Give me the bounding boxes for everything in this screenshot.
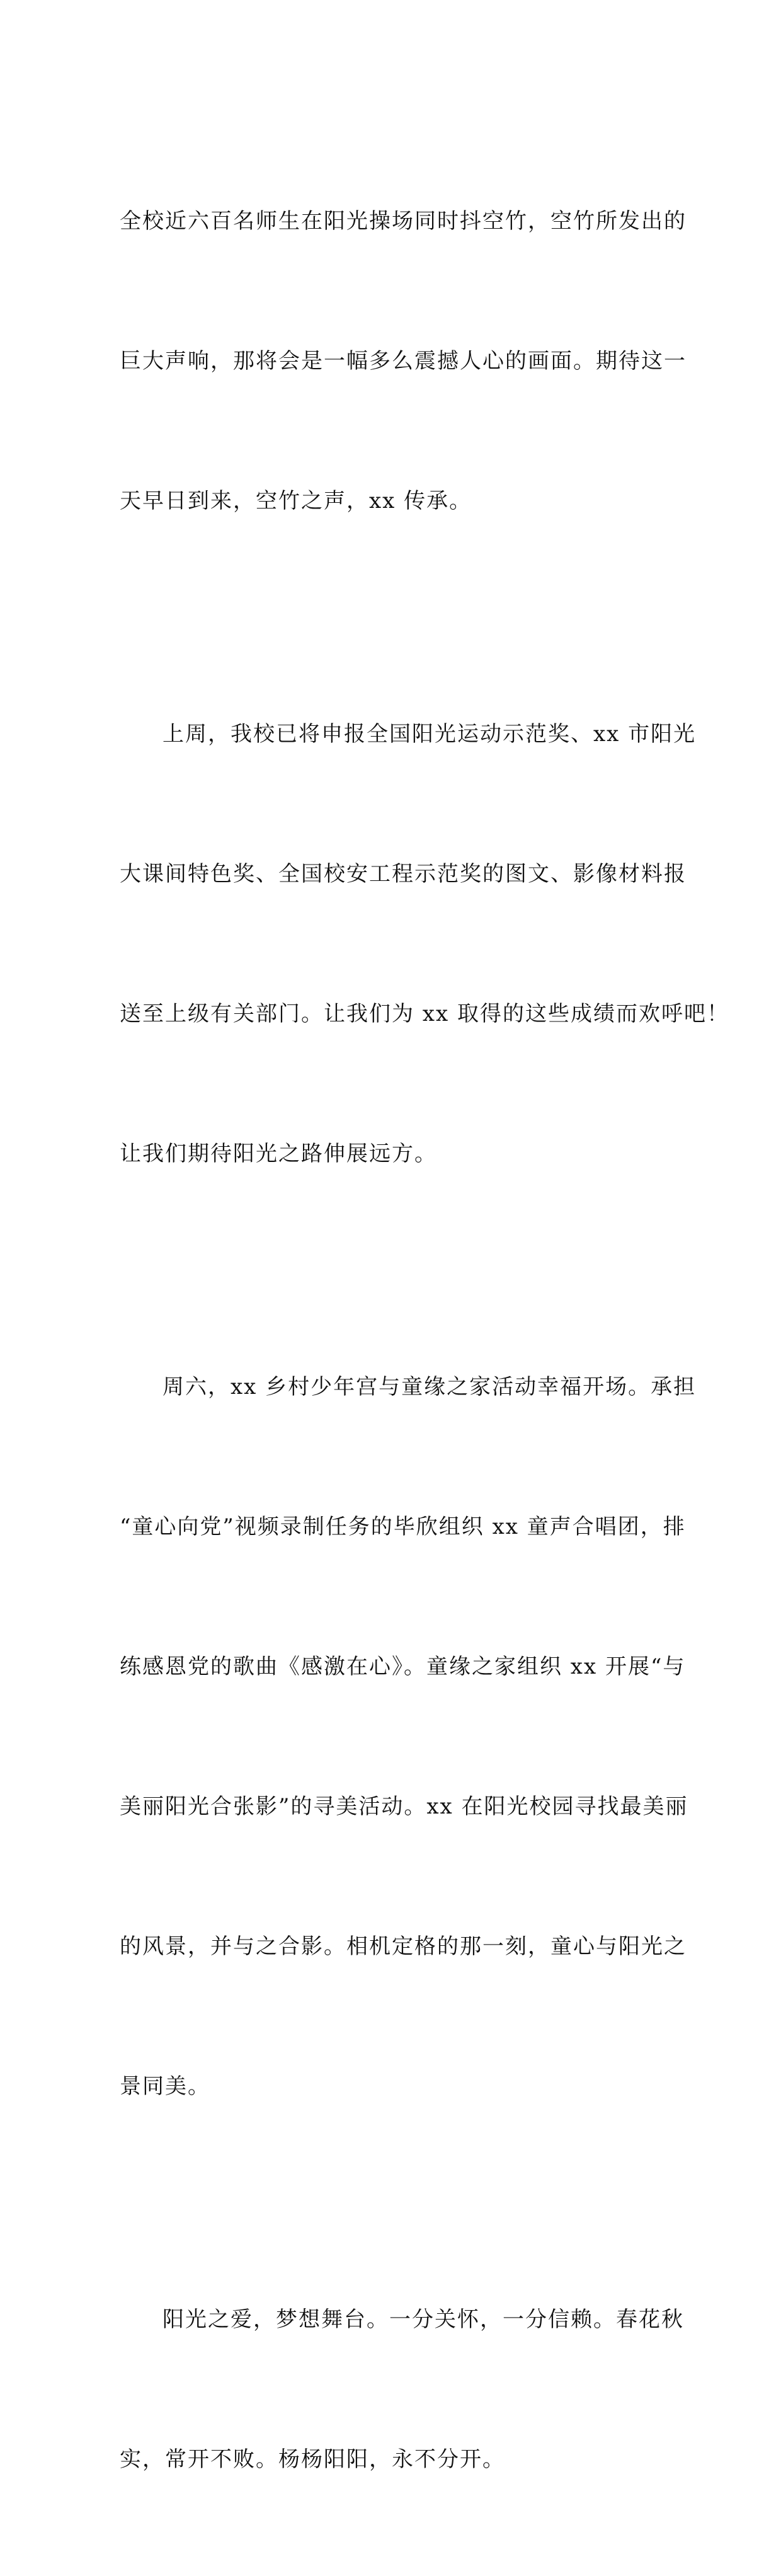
paragraph-line: 上周，我校已将申报全国阳光运动示范奖、xx 市阳光 xyxy=(162,722,697,747)
paragraph-line: “童心向党”视频录制任务的毕欣组织 xx 童声合唱团，排 xyxy=(120,1514,686,1539)
paragraph-line: 阳光之爱，梦想舞台。一分关怀，一分信赖。春花秋 xyxy=(162,2307,684,2332)
paragraph-line: 周六，xx 乡村少年宫与童缘之家活动幸福开场。承担 xyxy=(162,1374,697,1400)
paragraph-line: 巨大声响，那将会是一幅多么震撼人心的画面。期待这一 xyxy=(120,348,687,374)
paragraph-line: 美丽阳光合张影”的寻美活动。xx 在阳光校园寻找最美丽 xyxy=(120,1794,688,1819)
paragraph-line: 全校近六百名师生在阳光操场同时抖空竹，空竹所发出的 xyxy=(120,209,687,234)
paragraph-line: 大课间特色奖、全国校安工程示范奖的图文、影像材料报 xyxy=(120,861,687,887)
paragraph-line: 练感恩党的歌曲《感激在心》。童缘之家组织 xx 开展“与 xyxy=(120,1654,686,1679)
paragraph-line: 天早日到来，空竹之声，xx 传承。 xyxy=(120,488,472,514)
paragraph-line: 的风景，并与之合影。相机定格的那一刻，童心与阳光之 xyxy=(120,1934,687,1959)
paragraph-3 xyxy=(120,1270,697,2203)
paragraph-line: 送至上级有关部门。让我们为 xx 取得的这些成绩而欢呼吧！ xyxy=(120,1001,729,1026)
paragraph-4 xyxy=(120,2203,684,2576)
paragraph-1 xyxy=(120,105,687,618)
paragraph-line: 景同美。 xyxy=(120,2074,210,2099)
paragraph-line: 实，常开不败。杨杨阳阳，永不分开。 xyxy=(120,2447,505,2472)
document-body xyxy=(120,105,729,2576)
paragraph-line: 让我们期待阳光之路伸展远方。 xyxy=(120,1141,437,1166)
paragraph-2 xyxy=(120,618,729,1270)
